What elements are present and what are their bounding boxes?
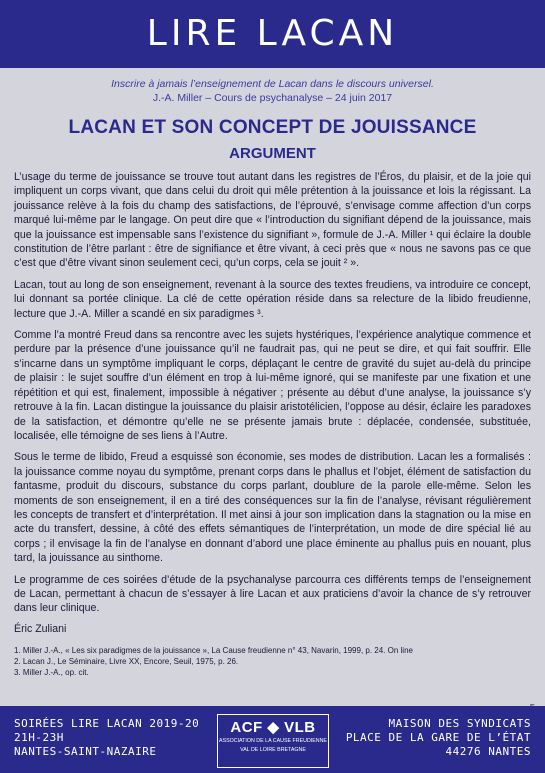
footnote: 3. Miller J.-A., op. cit. [14,667,89,677]
epigraph [0,77,545,105]
event-info [14,717,199,759]
section-title: ARGUMENT [229,145,316,162]
footnote: 1. Miller J.-A., « Les six paradigmes de la jouissance », La Cause freudienne n° 43, Navarin, 1999, p. 24. On line [14,645,413,655]
logo-line-2: VAL DE LOIRE BRETAGNE [240,746,306,753]
footer-banner [0,706,545,773]
acf-vlb-logo [217,714,329,768]
paragraph: L’usage du terme de jouissance se trouve tout autant dans les registres de l’Éros, du plaisir, et de la joie qui impliquent un corps vivant, que dans celui du droit qui mêle prétention à la jouissance et lois la régissant. La jouissance relève à la fois du champ des satisfactions, de l’éprouvé, s’envisage comme affection d’un corps marqué lui-même par le langage. On peut dire que « l’introduction du signifiant dépend de la jouissance, mais que la jouissance est impensable sans l’existence du signifiant », formule de J.-A. Miller ¹ qui éclaire la double constitution de l’être parlant : être de signifiance et être vivant, à ceci près que « nous ne savons pas ce que c’est que d’être vivant sinon seulement ceci, qu’un corps, cela se jouit ² ». [14,171,531,270]
footnote: 2. Lacan J., Le Séminaire, Livre XX, Encore, Seuil, 1975, p. 26. [14,656,239,666]
paragraph: Lacan, tout au long de son enseignement, revenant à la source des textes freudiens, va introduire ce concept, lui donnant sa portée clinique. La clé de cette opération réside dans sa relecture de la libido freudienne, lecture que J.-A. Miller a scandé en six paradigmes ³. [14,278,531,320]
author-signature: Éric Zuliani [14,622,67,635]
event-name: SOIRÉES LIRE LACAN 2019-20 [14,717,200,730]
event-city: NANTES-SAINT-NAZAIRE [14,745,157,758]
paragraph: Le programme de ces soirées d’étude de la psychanalyse parcourra ces différents temps de l’enseignement de Lacan, permettant à chacun de s’essayer à lire Lacan et aux praticiens d’avoir la chance de s’y retrouver dans leur clinique. [14,573,531,615]
argument-body [14,170,531,616]
header-banner [0,0,545,68]
paragraph: Sous le terme de libido, Freud a esquissé son économie, ses modes de distribution. Lacan les a formalisés : la jouissance comme noyau du symptôme, prenant corps dans le phallus et l’objet, élément de satisfaction du fantasme, produit du discours, substance du corps parlant, doublure de la parole elle-même. Selon les moments de son enseignement, il en a tiré des conséquences sur la fin de l’analyse, révisant régulièrement les concepts de transfert et d’interprétation. Il met ainsi à jour son implication dans la stagnation ou la mise en acte du transfert, dessine, à côté des effets sémantiques de l’interprétation, un mode de dire spécial lié au corps ; il envisage la fin de l’analyse en donnant d’abord une place éminente au phallus puis en nouant, plus tard, la jouissance au sinthome. [14,451,531,565]
venue-info [346,717,531,759]
page-header-title: LIRE LACAN [146,13,399,54]
epigraph-text: Inscrire à jamais l’enseignement de Lacan dans le discours universel. [111,78,434,90]
epigraph-source: J.-A. Miller – Cours de psychanalyse – 24 juin 2017 [152,92,393,104]
main-content [0,68,545,706]
venue-name: MAISON DES SYNDICATS [388,717,531,730]
venue-postcode: 44276 NANTES [445,745,531,758]
event-time: 21H-23H [14,731,64,744]
document-title: LACAN ET SON CONCEPT DE JOUISSANCE [68,117,477,138]
paragraph: Comme l’a montré Freud dans sa rencontre avec les sujets hystériques, l’expérience analytique commence et perdure par la présence d’une jouissance qu’il ne faudrait pas, qui ne peut se dire, et qui fait souffrir. Elle s’incarne dans un symptôme impliquant le corps, déplaçant le centre de gravité du sujet au-delà du principe de plaisir : le sujet souffre d’un élément en trop à lui-même ignoré, qui se manifeste par une fixation et une répétition et qui est, finalement, impossible à négativer ; présente au début d’une analyse, la jouissance s’y retrouve à la fin. Lacan distingue la jouissance du plaisir aristotélicien, l’oppose au désir, éclaire les paradoxes de la satisfaction, et démontre qu’elle ne se présente jamais brute : déplacée, condensée, substituée, localisée, elle témoigne de ses liens à l’Autre. [14,329,531,442]
logo-mark: ACF ◆ VLB [230,719,316,736]
footnotes [14,645,531,678]
logo-line-1: ASSOCIATION DE LA CAUSE FREUDIENNE [219,738,327,744]
venue-address: PLACE DE LA GARE DE L’ÉTAT [345,731,531,744]
